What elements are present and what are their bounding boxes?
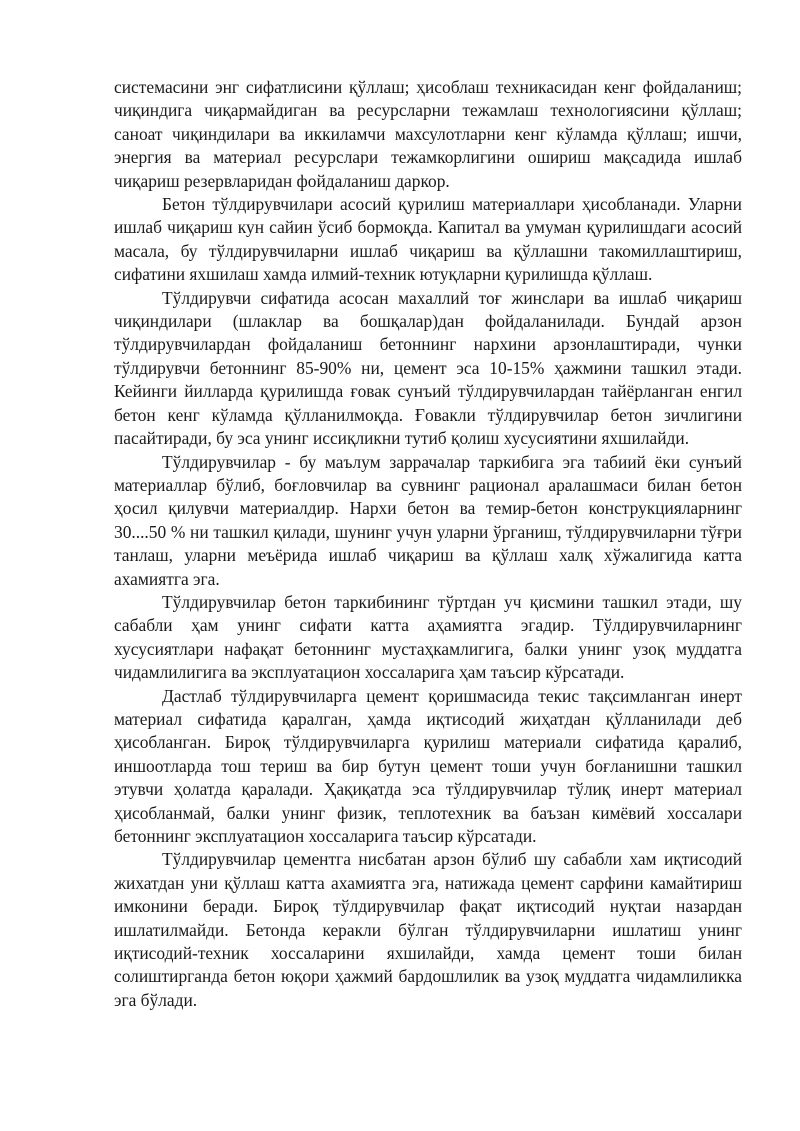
paragraph-economics: Тўлдирувчилар цементга нисбатан арзон бўлиб шу сабабли хам иқтисодий жихатдан уни қўллаш катта ахамиятга эга, натижада цемент сарфини камайтириш имконини беради. Бироқ тўлдирувчилар фақат иқтисодий нуқтаи назардан ишлатилмайди. Бетонда керакли бўлган тўлдирувчиларни ишлатиш унинг иқтисодий-техник хоссаларини яхшилайди, хамда цемент тоши билан солиштирганда бетон юқори ҳажмий бардошлилик ва узоқ муддатга чидамлиликка эга бўлади. [114,849,742,1010]
paragraph-definition: Тўлдирувчилар - бу маълум заррачалар таркибига эга табиий ёки сунъий материаллар бўлиб, боғловчилар ва сувнинг рационал аралашмаси билан бетон ҳосил қилувчи материалдир. Нархи бетон ва темир-бетон конструкцияларнинг 30....50 % ни ташкил қилади, шунинг учун уларни ўрганиш, тўлдирувчиларни тўғри танлаш, уларни меъёрида ишлаб чиқариш ва қўллаш халқ хўжалигида катта ахамиятга эга. [114,451,742,589]
paragraph-aggregates-intro: Бетон тўлдирувчилари асосий қурилиш материаллари ҳисобланади. Уларни ишлаб чиқариш кун сайин ўсиб бормоқда. Капитал ва умуман қурилишдаги асосий масала, бу тўлдирувчиларни ишлаб чиқариш ва қўллашни такомиллаштириш, сифатини яхшилаш хамда илмий-техник ютуқларни қурилишда қўллаш. [114,194,742,285]
document-page [114,76,742,1012]
paragraph-continued: системасини энг сифатлисини қўллаш; ҳисоблаш техникасидан кенг фойдаланиш; чиқиндига чиқармайдиган ва ресурсларни тежамлаш технологиясини қўллаш; саноат чиқиндилари ва иккиламчи махсулотларни кенг кўламда қўллаш; ишчи, энергия ва материал ресурслари тежамкорлигини ошириш мақсадида ишлаб чиқариш резервларидан фойдаланиш даркор. [114,77,742,191]
paragraph-inert-material: Дастлаб тўлдирувчиларга цемент қоришмасида текис тақсимланган инерт материал сифатида қаралган, ҳамда иқтисодий жиҳатдан қўлланилади деб ҳисобланган. Бироқ тўлдирувчиларга қурилиш материали сифатида қаралиб, иншоотларда тош териш ва бир бутун цемент тоши учун боғланишни ташкил этувчи ҳолатда қаралади. Ҳақиқатда эса тўлдирувчилар тўлиқ инерт материал ҳисобланмай, балки унинг физик, теплотехник ва баъзан кимёвий хоссалари бетоннинг эксплуатацион хоссаларига таъсир кўрсатади. [114,685,742,846]
paragraph-local-materials: Тўлдирувчи сифатида асосан махаллий тоғ жинслари ва ишлаб чиқариш чиқиндилари (шлаклар ва бошқалар)дан фойдаланилади. Бундай арзон тўлдирувчилардан фойдаланиш бетоннинг нархини арзонлаштиради, чунки тўлдирувчи бетоннинг 85-90% ни, цемент эса 10-15% ҳажмини ташкил этади. Кейинги йилларда қурилишда ғовак сунъий тўлдирувчилардан тайёрланган енгил бетон кенг кўламда қўлланилмоқда. Ғовакли тўлдирувчилар бетон зичлигини пасайтиради, бу эса унинг иссиқликни тутиб қолиш хусусиятини яхшилайди. [114,287,742,449]
paragraph-composition: Тўлдирувчилар бетон таркибининг тўртдан уч қисмини ташкил этади, шу сабабли ҳам унинг сифати катта аҳамиятга эгадир. Тўлдирувчиларнинг хусусиятлари нафақат бетоннинг мустаҳкамлигига, балки унинг узоқ муддатга чидамлилигига ва эксплуатацион хоссаларига ҳам таъсир кўрсатади. [114,591,742,683]
